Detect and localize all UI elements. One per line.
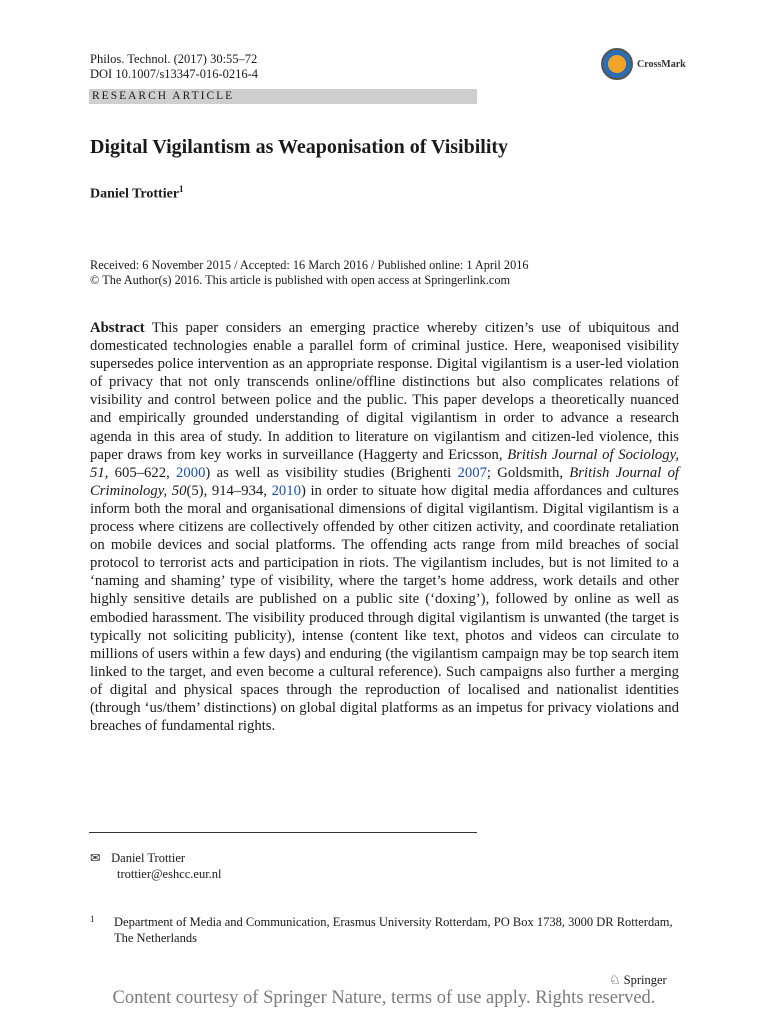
affiliation-number: 1 xyxy=(90,914,95,924)
crossmark-icon xyxy=(601,48,633,80)
publisher-logo xyxy=(609,972,667,988)
journal-header xyxy=(90,52,258,82)
abstract-label: Abstract xyxy=(90,320,145,336)
citation-link[interactable]: 2010 xyxy=(271,482,301,499)
correspondence xyxy=(90,851,222,882)
abstract-text: ; Goldsmith, xyxy=(486,464,570,481)
abstract-text: ) in order to situate how digital media affordances and cultures inform both the moral and organisational dimensions of digital vigilantism. Digital vigilantism is a process where citizens are collectively offended by other citizen activity, and coordinate retaliation on mobile devices and social platforms. The offending acts range from mild breaches of social protocol to terrorist acts and participation in riots. The vigilantism includes, but is not limited to a ‘naming and shaming’ type of visibility, where the target’s home address, work details and other highly sensitive details are published on a public site (‘doxing’), followed by online as well as embodied harassment. The visibility produced through digital vigilantism is unwanted (the target is typically not soliciting publicity), intense (content like text, photos and videos can circulate to millions of users within a few days) and enduring (the vigilantism campaign may be top search item linked to the target, and even become a cultural reference). Such campaigns also further a merging of digital and physical spaces through the reproduction of localised and nationalist identities (through ‘us/them’ distinctions) on global digital platforms as an impetus for privacy violations and breaches of fundamental rights. xyxy=(90,482,679,735)
citation-link[interactable]: 2000 xyxy=(176,464,206,481)
article-history xyxy=(90,258,690,288)
abstract-text: This paper considers an emerging practice whereby citizen’s use of ubiquitous and domesticated technologies enable a parallel form of criminal justice. Here, weaponised visibility supersedes police intervention as an appropriate response. Digital vigilantism is a user-led violation of privacy that not only transcends online/offline distinctions but also complicates relations of visibility and control between police and the public. This paper develops a theoretically nuanced and empirically grounded understanding of digital vigilantism in order to advance a research agenda in this area of study. In addition to literature on vigilantism and citizen-led violence, this paper draws from key works in surveillance (Haggerty and Ericsson, xyxy=(90,320,679,463)
copyright-notice: Content courtesy of Springer Nature, terms of use apply. Rights reserved. xyxy=(112,988,656,1008)
affiliation-footnote xyxy=(90,915,690,946)
correspondence-name: Daniel Trottier xyxy=(111,851,186,865)
envelope-icon: ✉ xyxy=(90,851,101,865)
correspondence-email[interactable]: trottier@eshcc.eur.nl xyxy=(117,866,222,881)
journal-citation: Philos. Technol. (2017) 30:55–72 xyxy=(90,52,258,66)
abstract xyxy=(90,319,679,735)
abstract-text: , 605–622, xyxy=(104,464,177,481)
journal-ref: British Journal of Criminology, 50 xyxy=(90,464,679,499)
journal-ref: British Journal of Sociology, 51 xyxy=(90,446,680,481)
paper-title: Digital Vigilantism as Weaponisation of Visibility xyxy=(90,136,509,158)
crossmark-label: CrossMark xyxy=(637,58,686,70)
author-line xyxy=(90,184,184,203)
doi[interactable]: DOI 10.1007/s13347-016-0216-4 xyxy=(90,67,259,81)
affiliation-text: Department of Media and Communication, Erasmus University Rotterdam, PO Box 1738, 3000 DR Rotterdam, The Netherlands xyxy=(114,915,673,945)
affiliation-mark[interactable]: 1 xyxy=(179,184,184,194)
history-dates: Received: 6 November 2015 / Accepted: 16 March 2016 / Published online: 1 April 2016 xyxy=(90,258,529,272)
abstract-text: (5), 914–934, xyxy=(186,482,272,499)
citation-link[interactable]: 2007 xyxy=(457,464,487,481)
author-name: Daniel Trottier xyxy=(90,186,180,202)
copyright-line: © The Author(s) 2016. This article is published with open access at Springerlink.com xyxy=(90,273,511,287)
abstract-text: ) as well as visibility studies (Brighenti xyxy=(205,464,458,481)
publisher-name: Springer xyxy=(623,972,667,987)
crossmark-badge[interactable] xyxy=(601,48,686,80)
springer-horse-icon: ♘ xyxy=(609,972,621,987)
article-type-banner: RESEARCH ARTICLE xyxy=(89,89,477,104)
footnote-divider xyxy=(89,832,477,833)
